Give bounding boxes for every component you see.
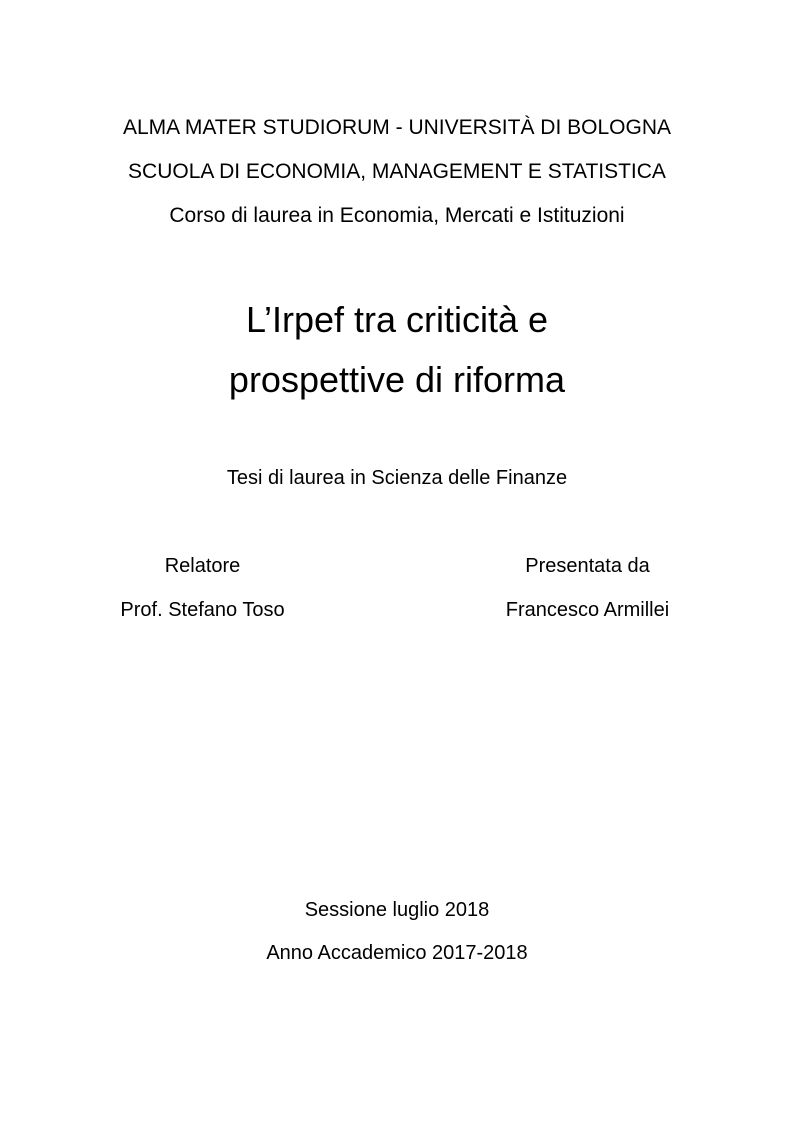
- thesis-title-line-2: prospettive di riforma: [228, 359, 566, 400]
- school-name: SCUOLA DI ECONOMIA, MANAGEMENT E STATISTICA: [128, 160, 666, 183]
- university-name: ALMA MATER STUDIORUM - UNIVERSITÀ DI BOLOGNA: [122, 116, 671, 139]
- exam-session: Sessione luglio 2018: [304, 899, 490, 921]
- academic-year: Anno Accademico 2017-2018: [266, 942, 528, 964]
- author-name: Francesco Armillei: [505, 599, 670, 621]
- author-label: Presentata da: [525, 555, 650, 577]
- thesis-title-line-1: L’Irpef tra criticità e: [245, 299, 549, 340]
- supervisor-label: Relatore: [164, 555, 241, 577]
- course-name: Corso di laurea in Economia, Mercati e Istituzioni: [169, 204, 625, 227]
- supervisor-name: Prof. Stefano Toso: [120, 599, 285, 621]
- thesis-subject: Tesi di laurea in Scienza delle Finanze: [226, 467, 568, 489]
